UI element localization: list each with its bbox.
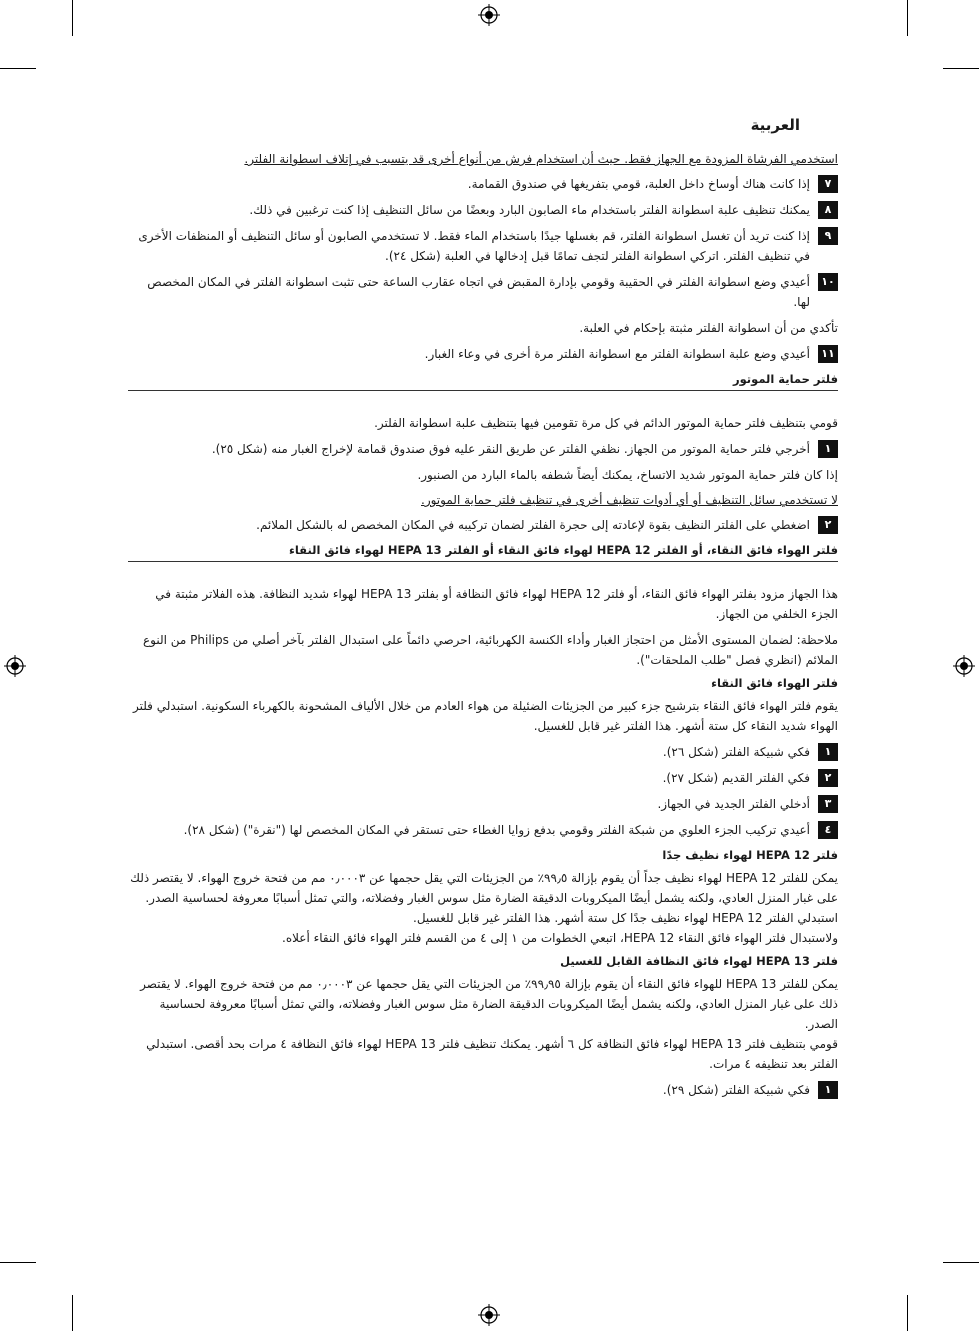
step-number: ١	[818, 440, 838, 458]
step-text: أعيدي وضع علبة اسطوانة الفلتر مع اسطوانة الفلتر مرة أخرى في وعاء الغبار.	[424, 347, 810, 361]
step-number: ٤	[818, 821, 838, 839]
hepa13-paragraph-1: يمكن للفلتر HEPA 13 للهواء فائق النقاء أن يقوم بإزالة ٩٩٫٩٥٪ من الجزيئات التي يقل حجمها عن ٠٫٠٠٠٣ مم من فتحة خروج الهواء. لا يقتصر ذلك على غبار المنزل العادي، ولكنه يشمل أيضًا الميكروبات الدقيقة الضارة مثل سوس الغبار وفضلاته، والتي تمثل أسبابًا معروفة لحساسية الصدر.	[140, 977, 838, 1031]
step-text: فكي شبيكة الفلتر (شكل ٢٦).	[662, 745, 810, 759]
ultra-clean-paragraph: يقوم فلتر الهواء فائق النقاء بترشيح جزء كبير من الجزيئات الضئيلة من هواء العادم من خلال الألياف المشحونة بالكهرباء السكونية. استبدلي فلتر الهواء شديد النقاء كل ستة أشهر. هذا الفلتر غير قابل للغسيل.	[132, 699, 838, 733]
hepa12-paragraph-3: ولاستبدال فلتر الهواء فائق النقاء HEPA 12، اتبعي الخطوات من ١ إلى ٤ من القسم فلتر الهواء فائق النقاء أعلاه.	[282, 931, 838, 945]
ultra-step-2	[128, 768, 838, 788]
motor-filter-warning: لا تستخدمي سائل التنظيف أو أي أدوات تنظيف أخرى في تنظيف فلتر حماية الموتور.	[421, 493, 838, 507]
step-number: ٩	[818, 227, 838, 245]
step-9	[128, 226, 838, 266]
ultra-step-3	[128, 794, 838, 814]
step-number: ٣	[818, 795, 838, 813]
step-number: ٢	[818, 516, 838, 534]
step-text: فكي الفلتر القديم (شكل ٢٧).	[662, 771, 810, 785]
subsection-title-ultra-clean: فلتر الهواء فائق النقاء	[711, 676, 838, 690]
motor-step-1	[128, 439, 838, 459]
step-text: إذا كنت تريد أن تغسل اسطوانة الفلتر، قم بغسلها جيدًا باستخدام الماء فقط. لا تستخدمي الصابون أو سائل التنظيف أو المنظفات الأخرى في تنظيف الفلتر. اتركي اسطوانة الفلتر لتجف تمامًا قبل إدخالها في العلبة (شكل ٢٤).	[138, 229, 810, 263]
crop-mark	[943, 68, 979, 69]
step-text: أخرجي فلتر حماية الموتور من الجهاز. نظفي الفلتر عن طريق النقر عليه فوق صندوق قمامة لإخراج الغبار منه (شكل ٢٥).	[211, 442, 810, 456]
step-number: ١	[818, 743, 838, 761]
motor-filter-intro: قومي بتنظيف فلتر حماية الموتور الدائم في كل مرة تقومين فيها بتنظيف علبة اسطوانة الفلتر.	[374, 416, 838, 430]
crop-mark	[72, 0, 73, 36]
subsection-title-hepa13: فلتر HEPA 13 لهواء فائق النظافة القابل للغسيل	[560, 954, 838, 968]
subsection-title-hepa12: فلتر HEPA 12 لهواء نظيف جدًا	[662, 848, 838, 862]
crop-mark	[0, 68, 36, 69]
step-11	[128, 344, 838, 364]
hepa-note: ملاحظة: لضمان المستوى الأمثل من احتجاز الغبار وأداء الكنسة الكهربائية، احرصي دائماً على استبدال الفلتر بآخر أصلي من Philips من النوع الملائم (انظري فصل "طلب الملحقات").	[142, 633, 838, 667]
step-10	[128, 272, 838, 312]
crop-mark	[907, 1295, 908, 1331]
section-title-hepa: فلتر الهواء فائق النقاء، أو الفلتر HEPA 12 لهواء فائق النقاء أو الفلتر HEPA 13 لهواء فائق النقاء	[128, 541, 838, 562]
step-text: اضغطي على الفلتر النظيف بقوة لإعادته إلى حجرة الفلتر لضمان تركيبه في المكان المخصص له بالشكل الملائم.	[256, 518, 810, 532]
step-number: ٢	[818, 769, 838, 787]
step-text: إذا كانت هناك أوساخ داخل العلبة، قومي بتفريغها في صندوق القمامة.	[467, 177, 810, 191]
ultra-step-1	[128, 742, 838, 762]
hepa12-paragraph-1: يمكن للفلتر HEPA 12 لهواء نظيف جداً أن يقوم بإزالة ٩٩٫٥٪ من الجزيئات التي يقل حجمها عن ٠٫٠٠٠٣ مم من فتحة خروج الهواء. لا يقتصر ذلك على غبار المنزل العادي، ولكنه يشمل أيضًا الميكروبات الدقيقة الضارة مثل سوس الغبار وفضلاته، والتي تمثل أسبابًا معروفة لحساسية الصدر.	[130, 871, 838, 905]
step-number: ١٠	[818, 273, 838, 291]
registration-mark-icon	[4, 655, 26, 677]
registration-mark-icon	[478, 1304, 500, 1326]
section-title-motor-filter: فلتر حماية الموتور	[128, 370, 838, 391]
step-number: ٨	[818, 201, 838, 219]
step-7	[128, 174, 838, 194]
brush-warning: استخدمي الفرشاة المزودة مع الجهاز فقط. حيث أن استخدام فرش من أنواع أخرى قد يتسبب في إتلاف اسطوانة الفلتر.	[244, 152, 838, 166]
crop-mark	[943, 1262, 979, 1263]
ultra-step-4	[128, 820, 838, 840]
step-number: ٧	[818, 175, 838, 193]
step-text: أعيدي تركيب الجزء العلوي من شبكة الفلتر وقومي بدفع زوايا الغطاء حتى تستقر في المكان المخصص لها ("نقرة") (شكل ٢٨).	[183, 823, 810, 837]
crop-mark	[72, 1295, 73, 1331]
step-text: يمكنك تنظيف علبة اسطوانة الفلتر باستخدام ماء الصابون البارد وبعضًا من سائل التنظيف إذا كنت ترغبين في ذلك.	[249, 203, 810, 217]
step-text: فكي شبيكة الفلتر (شكل ٢٩).	[662, 1083, 810, 1097]
step-number: ١	[818, 1081, 838, 1099]
note-text: تأكدي من أن اسطوانة الفلتر مثبتة بإحكام في العلبة.	[579, 321, 838, 335]
step-8	[128, 200, 838, 220]
step-number: ١١	[818, 345, 838, 363]
crop-mark	[0, 1262, 36, 1263]
crop-mark	[907, 0, 908, 36]
hepa-paragraph-1: هذا الجهاز مزود بفلتر الهواء فائق النقاء، أو فلتر HEPA 12 لهواء فائق النظافة أو بفلتر HEPA 13 لهواء شديد النظافة. هذه الفلاتر مثبتة في الجزء الخلفي من الجهاز.	[155, 587, 838, 621]
step-text: أدخلي الفلتر الجديد في الجهاز.	[657, 797, 810, 811]
step-text: أعيدي وضع اسطوانة الفلتر في الحقيبة وقومي بإدارة المقبض في اتجاه عقارب الساعة حتى تثبت اسطوانة الفلتر في المكان المخصص لها.	[147, 275, 810, 309]
hepa13-paragraph-2: قومي بتنظيف فلتر HEPA 13 لهواء فائق النظافة كل ٦ أشهر. يمكنك تنظيف فلتر HEPA 13 لهواء فائق النظافة ٤ مرات بحد أقصى. استبدلي الفلتر بعد تنظيفه ٤ مرات.	[146, 1037, 838, 1071]
document-page	[128, 112, 838, 1106]
motor-step-2	[128, 515, 838, 535]
motor-step-1-extra: إذا كان فلتر حماية الموتور شديد الاتساخ، يمكنك أيضاً شطفه بالماء البارد من الصنبور.	[417, 468, 838, 482]
hepa13-step-1	[128, 1080, 838, 1100]
registration-mark-icon	[953, 655, 975, 677]
hepa12-paragraph-2: استبدلي الفلتر HEPA 12 لهواء نظيف جدًا كل ستة أشهر. هذا الفلتر غير قابل للغسيل.	[413, 911, 838, 925]
registration-mark-icon	[478, 4, 500, 26]
language-header: العربية	[750, 116, 800, 134]
